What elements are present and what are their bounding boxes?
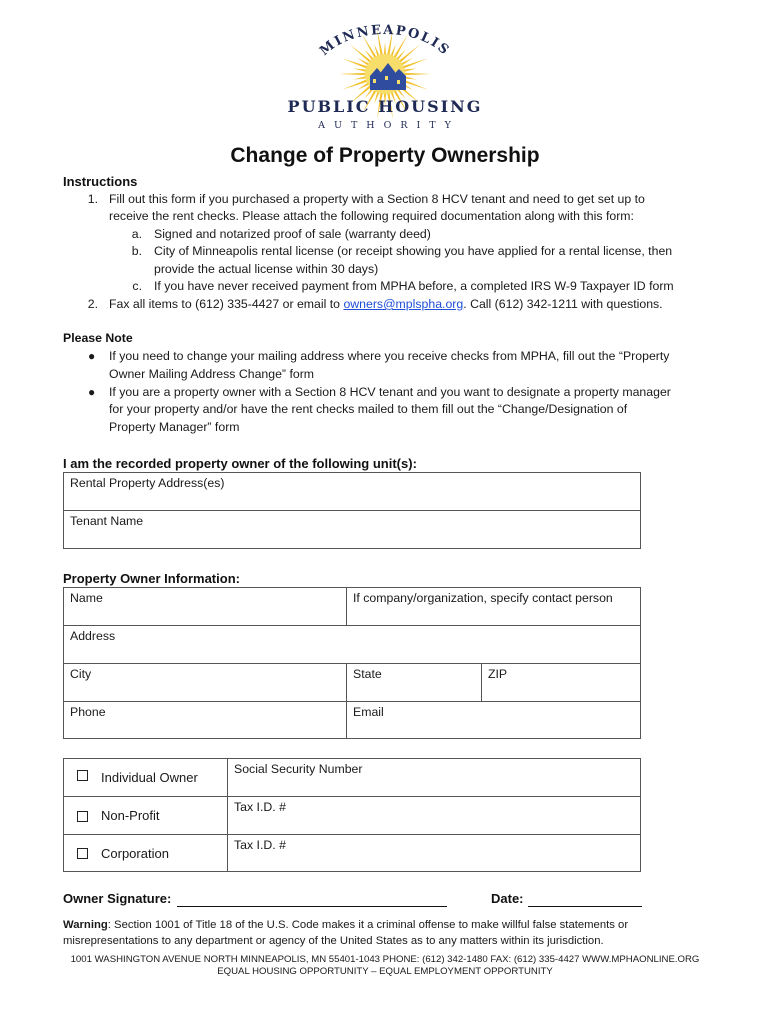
individual-owner-label: Individual Owner (101, 770, 198, 785)
sub-b-letter: b. (131, 244, 142, 258)
taxid-label-2: Tax I.D. # (234, 838, 286, 852)
zip-field[interactable] (481, 663, 641, 702)
bullet-2-dot: ● (88, 385, 96, 399)
item-1-number: 1. (87, 192, 98, 206)
sun-ray (342, 58, 369, 69)
phone-label: Phone (70, 705, 106, 719)
ssn-field[interactable] (227, 758, 641, 797)
instructions-heading: Instructions (63, 174, 138, 189)
bullet-1-line-2: Owner Mailing Address Change” form (109, 367, 315, 381)
item-2-number: 2. (87, 297, 98, 311)
warning-label: Warning (63, 919, 108, 931)
taxid-field-2[interactable] (227, 834, 641, 872)
owner-signature-line[interactable] (177, 906, 447, 907)
page-title: Change of Property Ownership (230, 144, 540, 167)
nonprofit-checkbox[interactable] (77, 811, 88, 822)
date-line[interactable] (528, 906, 642, 907)
tenant-name-field[interactable] (63, 510, 641, 549)
sub-a-letter: a. (131, 227, 142, 241)
logo-line-3: AUTHORITY (318, 120, 460, 131)
footer-address: 1001 WASHINGTON AVENUE NORTH MINNEAPOLIS, MN 55401-1043 PHONE: (612) 342-1480 FAX: (612) 335-4427 WWW.MPHAONLINE.ORG (70, 954, 700, 965)
bullet-2-line-3: Property Manager” form (109, 420, 240, 434)
item-2-pre: Fax all items to (612) 335-4427 or email to (109, 297, 344, 311)
state-field[interactable] (346, 663, 482, 702)
sun-ray (384, 42, 387, 56)
corporation-label: Corporation (101, 846, 169, 861)
owner-name-field[interactable] (63, 587, 347, 626)
city-field[interactable] (63, 663, 347, 702)
bullet-1-line-1: If you need to change your mailing address where you receive checks from MPHA, fill out the “Property (109, 349, 670, 363)
state-label: State (353, 667, 382, 681)
taxid-label-1: Tax I.D. # (234, 800, 286, 814)
taxid-field-1[interactable] (227, 796, 641, 835)
sub-b-line-1: City of Minneapolis rental license (or receipt showing you have applied for a rental license, then (154, 244, 673, 258)
sunburst-houses-logo-icon (280, 22, 490, 134)
rental-address-label: Rental Property Address(es) (70, 476, 225, 490)
owner-signature-label: Owner Signature: (63, 891, 172, 906)
sub-c-text: If you have never received payment from MPHA before, a completed IRS W-9 Taxpayer ID form (154, 279, 674, 293)
bullet-2-line-1: If you are a property owner with a Section 8 HCV tenant and you want to designate a property manager (109, 385, 671, 399)
sub-a-text: Signed and notarized proof of sale (warranty deed) (154, 227, 431, 241)
sub-c-letter: c. (132, 279, 142, 293)
item-2-post: . Call (612) 342-1211 with questions. (463, 297, 663, 311)
contact-person-label: If company/organization, specify contact person (353, 591, 613, 605)
nonprofit-label: Non-Profit (101, 808, 160, 823)
units-heading: I am the recorded property owner of the following unit(s): (63, 456, 417, 471)
address-label: Address (70, 629, 116, 643)
item-1-line-2: receive the rent checks. Please attach the following required documentation along with this form: (109, 209, 634, 223)
contact-person-field[interactable] (346, 587, 641, 626)
owner-name-label: Name (70, 591, 103, 605)
date-label: Date: (491, 891, 524, 906)
city-label: City (70, 667, 92, 681)
sun-ray (401, 58, 428, 69)
logo-line-2: PUBLIC HOUSING (287, 97, 483, 116)
sun-ray (403, 73, 431, 76)
ssn-label: Social Security Number (234, 762, 363, 776)
footer-equal-opportunity: EQUAL HOUSING OPPORTUNITY – EQUAL EMPLOYMENT OPPORTUNITY (217, 966, 553, 977)
sun-ray (342, 79, 369, 90)
sub-b-line-2: provide the actual license within 30 days) (154, 262, 379, 276)
corporation-row (63, 834, 228, 872)
note-heading: Please Note (63, 331, 133, 345)
corporation-checkbox[interactable] (77, 848, 88, 859)
owner-heading: Property Owner Information: (63, 571, 240, 586)
address-field[interactable] (63, 625, 641, 664)
mpha-logo (280, 22, 490, 134)
warning-body: : Section 1001 of Title 18 of the U.S. Code makes it a criminal offense to make willful false statements or misrepresentations to any department or agency of the United States as to any matters within its jurisdiction. (63, 919, 629, 947)
nonprofit-row (63, 796, 228, 835)
individual-owner-row (63, 758, 228, 797)
logo-arc-text: MINNEAPOLIS (317, 22, 453, 60)
email-field[interactable] (346, 701, 641, 739)
individual-owner-checkbox[interactable] (77, 770, 88, 781)
phone-field[interactable] (63, 701, 347, 739)
bullet-2-line-2: for your property and/or have the rent checks mailed to them fill out the “Change/Designation of (109, 402, 628, 416)
item-1-line-1: Fill out this form if you purchased a property with a Section 8 HCV tenant and need to get set up to (109, 192, 645, 206)
item-2-line (109, 296, 663, 313)
bullet-1-dot: ● (88, 349, 96, 363)
rental-address-field[interactable] (63, 472, 641, 511)
sun-ray (339, 73, 367, 76)
tenant-name-label: Tenant Name (70, 514, 144, 528)
zip-label: ZIP (488, 667, 508, 681)
warning-text (63, 917, 703, 949)
email-link[interactable]: owners@mplspha.org (343, 297, 464, 311)
email-label: Email (353, 705, 384, 719)
